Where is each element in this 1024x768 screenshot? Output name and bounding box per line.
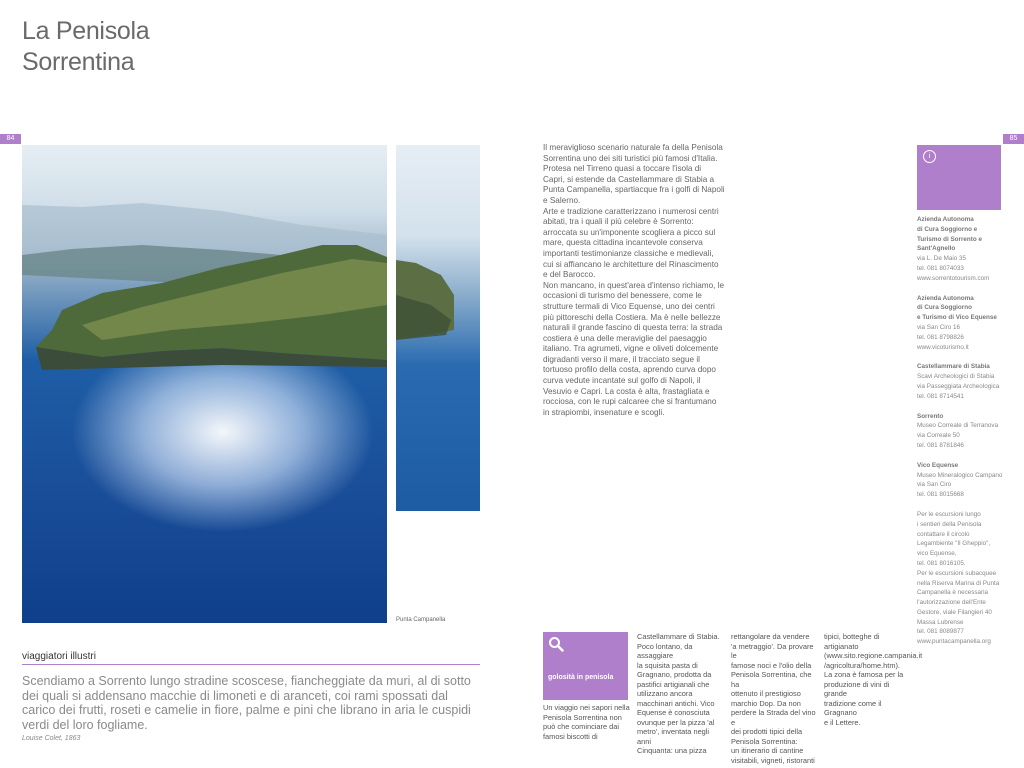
golosita-line: /agricoltura/home.htm).	[824, 660, 900, 670]
golosita-line: La zona è famosa per la	[824, 670, 904, 679]
golosita-line: 'a metraggio'. Da provare le	[731, 641, 814, 660]
page-title	[22, 16, 149, 78]
contact-block	[917, 510, 1017, 647]
contact-line: www.sorrentotourism.com	[917, 274, 990, 282]
contact-block	[917, 412, 1017, 451]
golosita-line: famose noci e l'olio della	[731, 660, 812, 670]
contact-name: Azienda Autonoma	[917, 216, 974, 223]
contact-name: Sorrento	[917, 412, 944, 420]
contact-line: vico Equense,	[917, 550, 957, 558]
contact-line: Gestore, viale Filangieri 40	[917, 608, 992, 616]
contact-line: Museo Mineralogico Campano	[917, 471, 1003, 479]
golosita-column-1	[543, 703, 631, 741]
quote-author: Louise Colet, 1863	[22, 735, 81, 742]
contact-list	[917, 215, 1017, 657]
golosita-line: famosi biscotti di	[543, 731, 598, 741]
info-box	[917, 145, 1001, 210]
golosita-line: Penisola Sorrentina:	[731, 736, 798, 746]
contact-line: www.vicoturismo.it	[917, 343, 969, 351]
contact-line: Scavi Archeologici di Stabia	[917, 373, 995, 381]
contact-name: Vico Equense	[917, 461, 959, 469]
contact-name: di Cura Soggiorno	[917, 304, 972, 312]
golosita-line: Penisola Sorrentina non	[543, 712, 622, 722]
contact-line: via Correale 50	[917, 432, 960, 440]
golosita-line: artigianato	[824, 641, 859, 651]
contact-line: Legambiente "Il Gheppio",	[917, 540, 991, 548]
quote-text: Scendiamo a Sorrento lungo stradine scoscese, fiancheggiate da muri, al di sotto dei quali si addensano macchie di limoneti e di aranceti, coi rami spossati dal carico dei frutti, roseti e camelie in fiore, palme e pini che librano in aria le cuspidi verdi del loro fogliame.	[22, 674, 471, 732]
golosita-line: rettangolare da vendere	[731, 632, 810, 641]
contact-line: via L. De Maio 35	[917, 255, 967, 263]
golosita-line: ovunque per la pizza 'al	[637, 717, 715, 727]
golosita-column-3	[731, 632, 819, 765]
contact-line: www.puntacampanella.org	[917, 638, 991, 646]
contact-block	[917, 215, 1017, 284]
golosita-column-4	[824, 632, 923, 727]
golosita-line: un itinerario di cantine	[731, 746, 804, 755]
contact-line: tel. 081 8798826	[917, 333, 964, 341]
contact-line: Per le escursioni lungo	[917, 510, 981, 518]
page-number-right: 85	[1003, 134, 1024, 144]
golosita-line: tipici, botteghe di	[824, 632, 880, 641]
promontory-illustration	[22, 145, 387, 623]
golosita-line: Un viaggio nei sapori nella	[543, 703, 630, 712]
golosita-line: perdere la Strada del vino e	[731, 708, 816, 727]
contact-line: tel. 081 8089877	[917, 628, 964, 636]
golosita-line: utilizzano ancora	[637, 689, 693, 698]
golosita-label: golosità in penisola	[548, 674, 614, 681]
golosita-line: Poco lontano, da assaggiare	[637, 641, 693, 660]
contact-line: nella Riserva Marina di Punta	[917, 579, 1000, 587]
contact-block	[917, 362, 1017, 401]
golosita-line: metro', inventata negli anni	[637, 727, 710, 746]
main-photo	[22, 145, 387, 623]
contact-line: tel. 081 8074033	[917, 264, 964, 272]
body-text: Il meraviglioso scenario naturale fa della Penisola Sorrentina uno dei siti turistici più famosi d'Italia. Protesa nel Tirreno quasi a toccare l'isola di Capri, si estende da Castellammare di Stabia a Punta Campanella, spartiacque fra i golfi di Napoli e Salerno. Arte e tradizione caratterizzano i numerosi centri abitati, tra i quali il più celebre è Sorrento: arroccata su un'imponente scogliera a picco sul mare, questa cittadina incantevole conserva importanti testimonianze classiche e medievali, cui si affiancano le architetture del Rinascimento e del Barocco. Non mancano, in quest'area d'intenso richiamo, le occasioni di turismo del benessere, come le strutture termali di Vico Equense, uno dei centri più pittoreschi della Costiera. Ma è nelle bellezze naturali il grande fascino di questa terra: la strada costiera è una delle meraviglie del paesaggio italiano. Tra agrumeti, vigne e oliveti dolcemente digradanti verso il mare, il tracciato segue il tortuoso profilo della costa, aprendo curva dopo curva vedute incantate sul golfo di Napoli, il Vesuvio e Capri. La costa è alta, frastagliata e rocciosa, con le rupi calcaree che si frantumano in strapiombi, insenature e scogli.	[543, 143, 725, 417]
golosita-line: (www.sito.regione.campania.it	[824, 651, 923, 660]
title-line-1: La Penisola	[22, 17, 150, 45]
contact-name: Turismo di Sorrento e	[917, 235, 982, 243]
golosita-line: pastifici artigianali che	[637, 679, 710, 689]
golosita-line: Equense è conosciuta	[637, 708, 710, 717]
contact-name: di Cura Soggiorno e	[917, 225, 978, 233]
contact-line: via San Ciro 16	[917, 323, 961, 331]
contact-line: via San Ciro	[917, 481, 952, 489]
golosita-line: la squisita pasta di	[637, 660, 698, 670]
golosita-line: visitabili, vigneti, ristoranti	[731, 755, 815, 765]
page-number-left: 84	[0, 134, 21, 144]
contact-line: contattare il circolo	[917, 530, 970, 538]
contact-block	[917, 294, 1017, 353]
golosita-line: e il Lettere.	[824, 717, 861, 727]
golosita-line: tradizione come il Gragnano	[824, 698, 882, 717]
contact-block	[917, 461, 1017, 500]
contact-line: tel. 081 8016105.	[917, 559, 966, 567]
golosita-line: Castellammare di Stabia.	[637, 632, 720, 641]
section-label: viaggiatori illustri	[22, 651, 96, 662]
contact-line: i sentieri della Penisola	[917, 520, 982, 528]
golosita-line: dei prodotti tipici della	[731, 727, 803, 736]
golosita-line: ottenuto il prestigioso	[731, 689, 801, 698]
golosita-line: produzione di vini di grande	[824, 679, 890, 698]
contact-line: Per le escursioni subacquee	[917, 569, 997, 577]
contact-line: Campanella è necessaria	[917, 589, 989, 597]
golosita-line: marchio Dop. Da non	[731, 698, 801, 708]
section-divider	[22, 664, 480, 665]
contact-line: tel. 081 8015668	[917, 491, 964, 499]
golosita-column-2	[637, 632, 725, 756]
contact-name: Sant'Agnello	[917, 245, 956, 253]
photo-caption: Punta Campanella	[396, 617, 446, 623]
contact-line: Museo Correale di Terranova	[917, 422, 999, 430]
contact-line: tel. 081 8714541	[917, 392, 964, 400]
golosita-line: Penisola Sorrentina, che ha	[731, 670, 812, 689]
golosita-line: macchinari antichi. Vico	[637, 698, 715, 708]
contact-name: Castellammare di Stabia	[917, 363, 990, 371]
side-photo	[396, 145, 480, 511]
magnifier-icon	[548, 636, 564, 652]
contact-name: Azienda Autonoma	[917, 294, 974, 302]
golosita-line: Cinquanta: una pizza	[637, 746, 707, 755]
golosita-line: può che cominciare dai	[543, 722, 620, 731]
contact-line: l'autorizzazione dell'Ente	[917, 599, 986, 607]
info-icon: i	[923, 150, 936, 163]
title-line-2: Sorrentina	[22, 48, 135, 76]
contact-line: via Passeggiata Archeologica	[917, 382, 1000, 390]
contact-line: Massa Lubrense	[917, 618, 964, 626]
contact-line: tel. 081 8781846	[917, 441, 964, 449]
cliff-illustration	[396, 145, 480, 511]
golosita-line: Gragnano, prodotta da	[637, 670, 712, 679]
golosita-box	[543, 632, 628, 700]
contact-name: e Turismo di Vico Equense	[917, 314, 997, 322]
